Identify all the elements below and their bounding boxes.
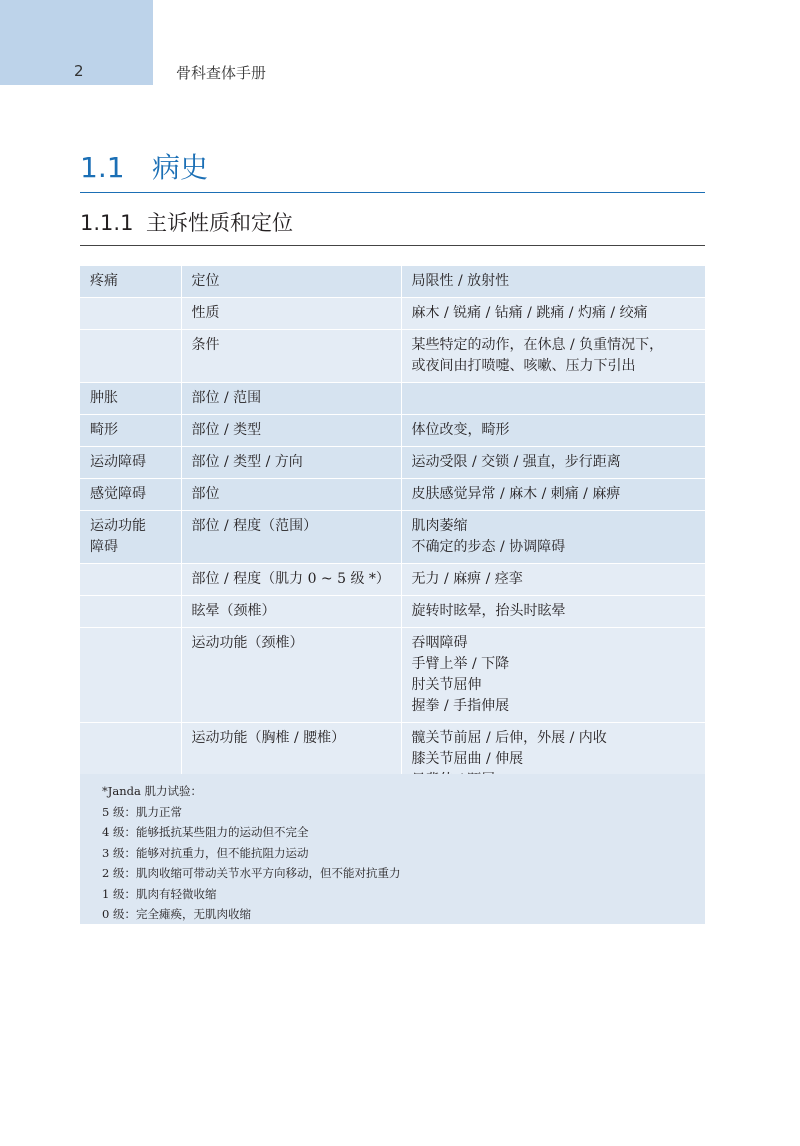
detail-cell: 肌肉萎缩 不确定的步态 / 协调障碍 <box>411 518 566 555</box>
item-cell: 条件 <box>181 330 401 383</box>
category-cell <box>80 298 181 330</box>
complaint-table <box>80 266 705 818</box>
table-row <box>80 628 705 723</box>
item-cell: 运动功能（颈椎） <box>181 628 401 723</box>
category-cell: 运动功能 障碍 <box>80 511 181 564</box>
detail-cell: 某些特定的动作，在休息 / 负重情况下， 或夜间由打喷嚏、咳嗽、压力下引出 <box>411 337 664 374</box>
running-head: 骨科查体手册 <box>176 64 267 82</box>
section-title-text: 病史 <box>152 151 209 184</box>
subsection-number: 1.1.1 <box>80 211 134 235</box>
notes-line: 3 级：能够对抗重力，但不能抗阻力运动 <box>102 845 309 860</box>
item-cell: 性质 <box>181 298 401 330</box>
notes-line: 1 级：肌肉有轻微收缩 <box>102 886 217 901</box>
table-row <box>80 330 705 383</box>
janda-notes <box>80 774 705 924</box>
notes-line: 2 级：肌肉收缩可带动关节水平方向移动，但不能对抗重力 <box>102 866 401 880</box>
item-cell: 部位 / 类型 / 方向 <box>181 447 401 479</box>
table-row <box>80 447 705 479</box>
category-cell: 疼痛 <box>80 266 181 298</box>
table-row <box>80 511 705 564</box>
detail-cell: 吞咽障碍 手臂上举 / 下降 肘关节屈伸 握拳 / 手指伸展 <box>411 635 510 714</box>
detail-cell: 旋转时眩晕，抬头时眩晕 <box>411 603 566 619</box>
table-row <box>80 479 705 511</box>
category-cell: 畸形 <box>80 415 181 447</box>
table-row <box>80 415 705 447</box>
item-cell: 运动功能（胸椎 / 腰椎） <box>181 723 401 818</box>
subsection-title <box>80 208 293 238</box>
subsection-rule <box>80 245 705 246</box>
notes-line: 5 级：肌力正常 <box>102 804 182 819</box>
table-row <box>80 298 705 330</box>
detail-cell: 髋关节前屈 / 后伸，外展 / 内收 膝关节屈曲 / 伸展 <box>411 730 607 767</box>
detail-cell: 皮肤感觉异常 / 麻木 / 刺痛 / 麻痹 <box>411 486 621 502</box>
item-cell: 部位 / 范围 <box>181 383 401 415</box>
table-row <box>80 564 705 596</box>
detail-cell: 运动受限 / 交锁 / 强直，步行距离 <box>411 454 621 470</box>
section-number: 1.1 <box>80 151 125 184</box>
item-cell: 部位 / 类型 <box>181 415 401 447</box>
detail-cell: 局限性 / 放射性 <box>411 273 510 289</box>
notes-line: 0 级：完全瘫痪，无肌肉收缩 <box>102 907 251 921</box>
item-cell: 部位 / 程度（肌力 0 ~ 5 级 *） <box>181 564 401 596</box>
subsection-title-text: 主诉性质和定位 <box>146 211 293 235</box>
detail-cell <box>401 383 705 415</box>
item-cell: 眩晕（颈椎） <box>181 596 401 628</box>
category-cell <box>80 564 181 596</box>
item-cell: 部位 / 程度（范围） <box>181 511 401 564</box>
detail-cell: 无力 / 麻痹 / 痉挛 <box>411 571 523 587</box>
detail-cell: 体位改变，畸形 <box>411 422 510 438</box>
item-cell: 部位 <box>181 479 401 511</box>
category-cell <box>80 330 181 383</box>
notes-line: 4 级：能够抵抗某些阻力的运动但不完全 <box>102 825 309 839</box>
table-row <box>80 596 705 628</box>
item-cell: 定位 <box>181 266 401 298</box>
category-cell: 肿胀 <box>80 383 181 415</box>
category-cell: 感觉障碍 <box>80 479 181 511</box>
category-cell: 运动障碍 <box>80 447 181 479</box>
detail-cell: 麻木 / 锐痛 / 钻痛 / 跳痛 / 灼痛 / 绞痛 <box>411 305 648 321</box>
page-number: 2 <box>74 62 84 80</box>
section-rule <box>80 192 705 193</box>
notes-title: *Janda 肌力试验： <box>102 784 202 798</box>
category-cell <box>80 628 181 723</box>
category-cell <box>80 596 181 628</box>
table-row <box>80 266 705 298</box>
section-title <box>80 148 705 188</box>
table-row <box>80 383 705 415</box>
